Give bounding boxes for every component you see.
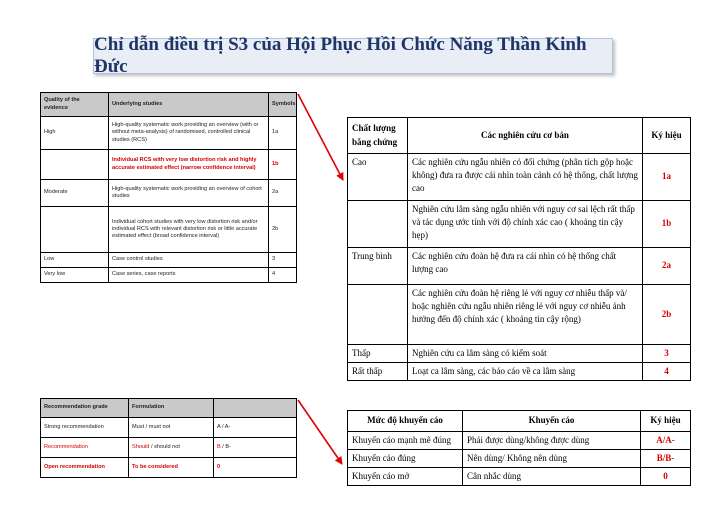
table-row: Moderate High-quality systematic work providing an overview of cohort studies 2a: [41, 180, 297, 207]
header-chat-luong: Chất lượng bằng chứng: [348, 118, 408, 154]
table-row: Individual RCS with very low distortion risk and highly accurate estimated effect (narrow confidence interval) 1b: [41, 150, 297, 180]
table-row: Thấp Nghiên cứu ca lâm sàng có kiểm soát 3: [348, 345, 691, 363]
table-row: Open recommendation To be considered 0: [41, 458, 297, 478]
page-title-text: Chỉ dẫn điều trị S3 của Hội Phục Hồi Chức Năng Thần Kinh Đức: [94, 34, 587, 77]
header-muc-do: Mức độ khuyến cáo: [348, 411, 463, 432]
header-formulation: Formulation: [129, 399, 214, 418]
table-row: Nghiên cứu lâm sàng ngẫu nhiên với nguy cơ sai lệch rất thấp và tác dụng ước tính với độ chính xác cao ( khoảng tin cậy hẹp) 1b: [348, 201, 691, 248]
table-row: Cao Các nghiên cứu ngẫu nhiên có đối chứng (phân tích gộp hoặc không) đưa ra được cái nhìn toàn cảnh có hệ thống, chất lượng cao 1a: [348, 154, 691, 201]
header-quality: Quality of the evidence: [41, 93, 109, 117]
header-recommendation-grade: Recommendation grade: [41, 399, 129, 418]
table-row: Khuyến cáo mạnh mẽ đúng Phải được dùng/không được dùng A/A-: [348, 432, 691, 450]
table-row: Recommendation Should / should not B / B-: [41, 438, 297, 458]
table-row: Individual cohort studies with very low distortion risk and/or individual RCS with relevant distortion risk or little accurate estimated effect (broad confidence interval) 2b: [41, 207, 297, 253]
table-row: Trung bình Các nghiên cứu đoàn hệ đưa ra cái nhìn có hệ thống chất lượng cao 2a: [348, 248, 691, 285]
header-ky-hieu: Ký hiệu: [643, 118, 691, 154]
table-row: Các nghiên cứu đoàn hệ riêng lẻ với nguy cơ nhiễu thấp và/ hoặc nghiên cứu ngẫu nhiên riêng lẻ với nguy cơ nhiễu ảnh hưởng đến độ chính xác ( khoảng tin cậy rộng) 2b: [348, 285, 691, 345]
header-nghien-cuu: Các nghiên cứu cơ bản: [408, 118, 643, 154]
table-row: Very low Case series, case reports 4: [41, 268, 297, 283]
table-row: Low Case control studies 3: [41, 253, 297, 268]
header-studies: Underlying studies: [109, 93, 269, 117]
table-row: High High-quality systematic work providing an overview (with or without meta-analysis) of randomised, controlled clinical studies (RCS) 1a: [41, 117, 297, 150]
table-row: Strong recommendation Must / must not A / A-: [41, 418, 297, 438]
table-row: Khuyến cáo đúng Nên dùng/ Không nên dùng B/B-: [348, 450, 691, 468]
arrow-evidence: [298, 94, 343, 180]
header-symbols: Symbols: [269, 93, 297, 117]
header-ky-hieu-2: Ký hiệu: [641, 411, 691, 432]
header-khuyen-cao: Khuyến cáo: [463, 411, 641, 432]
arrow-recommendation: [298, 400, 342, 464]
table-row: Rất thấp Loạt ca lâm sàng, các báo cáo về ca lâm sàng 4: [348, 363, 691, 381]
table-row: Khuyến cáo mở Cân nhắc dùng 0: [348, 468, 691, 486]
